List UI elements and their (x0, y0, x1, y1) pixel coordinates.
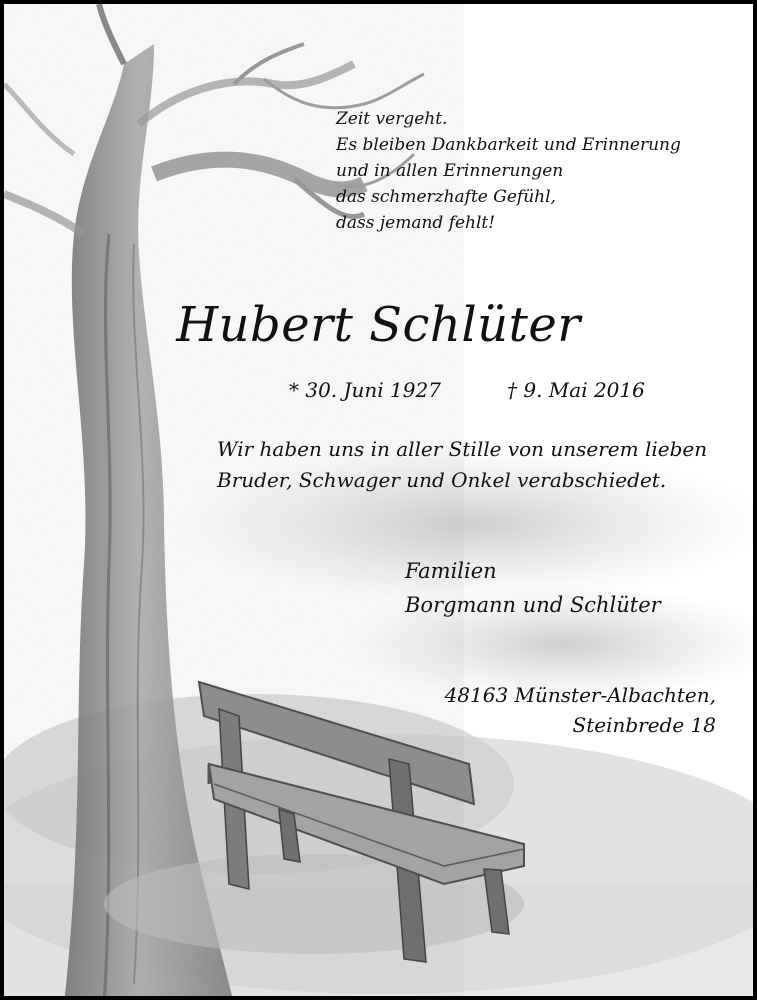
deceased-name: Hubert Schlüter (176, 297, 581, 353)
address (356, 680, 716, 740)
poem-line: und in allen Erinnerungen (336, 161, 564, 181)
message-line: Bruder, Schwager und Onkel verabschiedet. (217, 468, 667, 492)
message-line: Wir haben uns in aller Stille von unserem lieben (217, 437, 708, 461)
birth-date: * 30. Juni 1927 (289, 378, 441, 402)
poem (336, 106, 736, 236)
poem-line: das schmerzhafte Gefühl, (336, 187, 556, 207)
family-line: Familien (405, 559, 497, 583)
poem-line: Es bleiben Dankbarkeit und Erinnerung (336, 135, 681, 155)
farewell-message (217, 434, 737, 496)
death-date: † 9. Mai 2016 (507, 378, 645, 402)
family-line: Borgmann und Schlüter (405, 593, 661, 617)
poem-line: dass jemand fehlt! (336, 213, 496, 233)
poem-line: Zeit vergeht. (336, 109, 448, 129)
address-line: 48163 Münster-Albachten, (444, 683, 716, 707)
family-signature (405, 554, 745, 622)
address-line: Steinbrede 18 (572, 713, 716, 737)
